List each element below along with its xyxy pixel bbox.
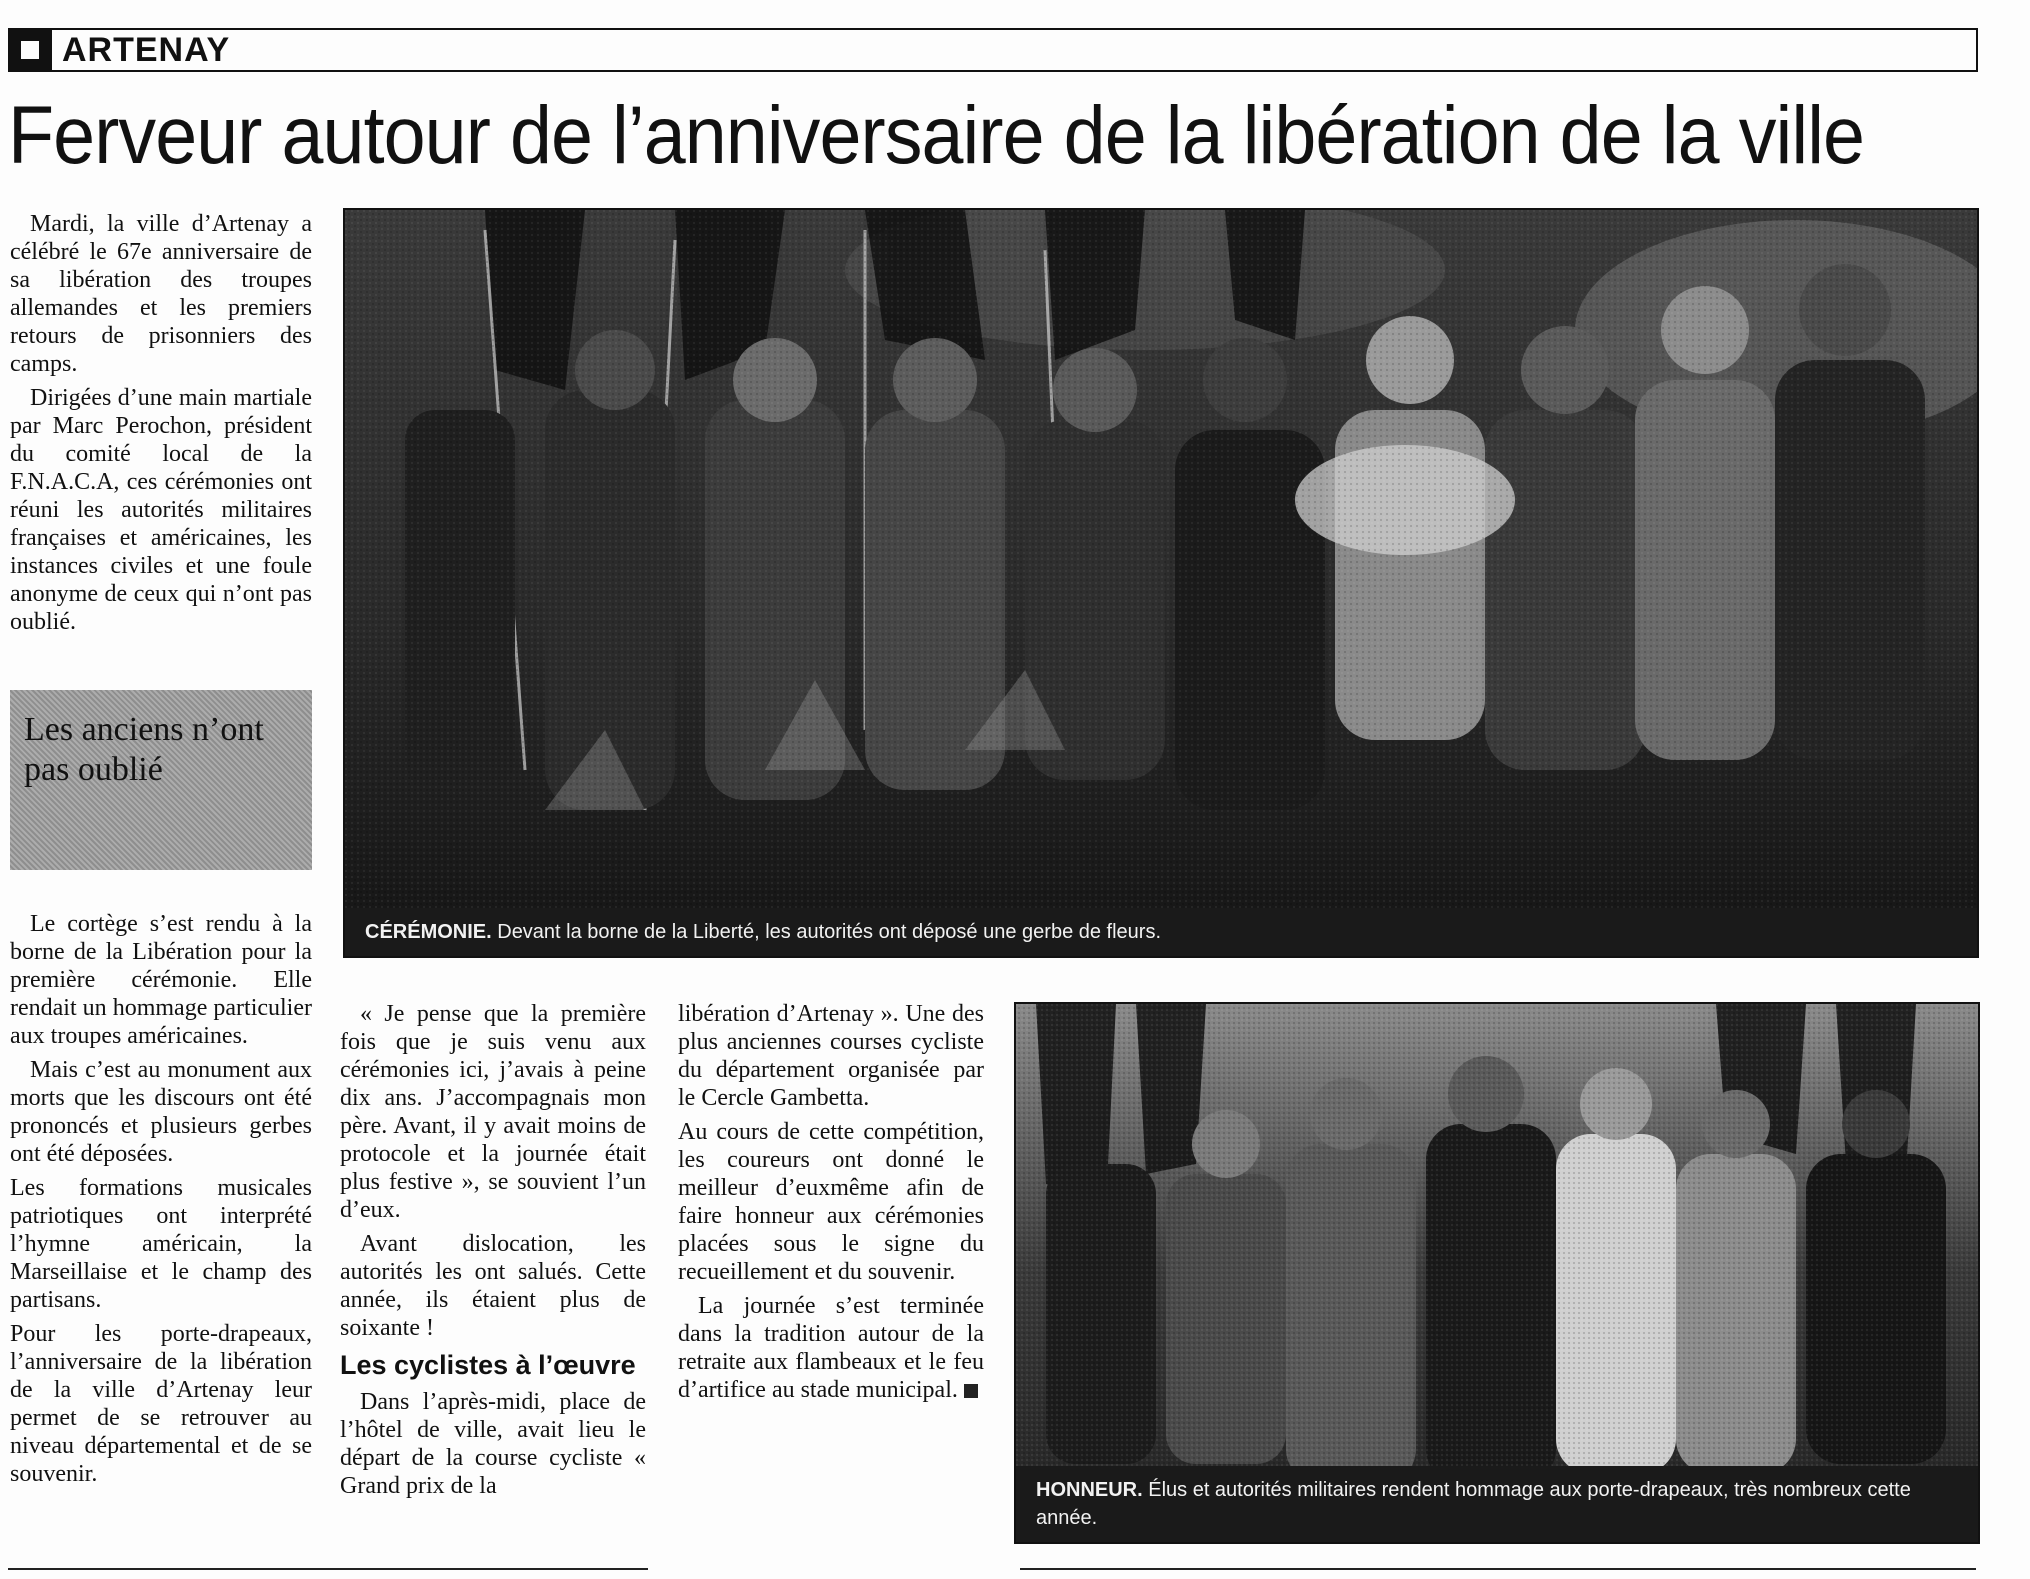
photo-ceremony-image: [345, 210, 1977, 956]
text-column-3: [678, 1000, 984, 1410]
caption-text: Devant la borne de la Liberté, les autorités ont déposé une gerbe de fleurs.: [491, 921, 1162, 943]
headline: Ferveur autour de l’anniversaire de la libération de la ville: [8, 90, 1865, 181]
caption-text: Élus et autorités militaires rendent hommage aux porte-drapeaux, très nombreux cette année.: [1036, 1479, 1911, 1529]
photo-ceremony-caption: [345, 908, 1977, 956]
subhead: Les cyclistes à l’œuvre: [340, 1350, 636, 1380]
body-paragraph: Le cortège s’est rendu à la borne de la Libération pour la première cérémonie. Elle rendait un hommage particulier aux troupes américaines.: [10, 911, 312, 1049]
photo-ceremony: [343, 208, 1979, 958]
body-paragraph: Mais c’est au monument aux morts que les discours ont été prononcés et plusieurs gerbes ont été déposées.: [10, 1057, 312, 1167]
bottom-rule: [1020, 1568, 1976, 1570]
photo-honneur: [1014, 1002, 1980, 1544]
intro-paragraph: Mardi, la ville d’Artenay a célébré le 67e anniversaire de sa libération des troupes allemandes et les premiers retours de prisonniers des camps.: [10, 211, 312, 377]
body-paragraph-last: [678, 1292, 984, 1404]
section-label: ARTENAY: [62, 31, 231, 69]
highlight-quote: Les anciens n’ont pas oublié: [24, 711, 264, 788]
body-paragraph: Au cours de cette compétition, les coureurs ont donné le meilleur d’euxmême afin de faire honneur aux cérémonies placées sous le signe du recueillement et du souvenir.: [678, 1119, 984, 1285]
body-paragraph: Dans l’après-midi, place de l’hôtel de ville, avait lieu le départ de la course cycliste « Grand prix de la: [340, 1389, 646, 1499]
body-paragraph: libération d’Artenay ». Une des plus anciennes courses cycliste du département organisée par le Cercle Gambetta.: [678, 1001, 984, 1111]
text-column-1: [10, 910, 312, 1494]
section-rule: [8, 28, 1978, 72]
body-paragraph-text: La journée s’est terminée dans la tradition autour de la retraite aux flambeaux et le feu d’artifice au stade municipal.: [678, 1293, 984, 1403]
end-mark-icon: [964, 1384, 978, 1398]
photo-honneur-caption: [1016, 1466, 1978, 1542]
intro-column: [10, 210, 312, 642]
bottom-rule: [8, 1568, 648, 1570]
body-paragraph: Pour les porte-drapeaux, l’anniversaire de la libération de la ville d’Artenay leur permet de se retrouver au niveau départemental et de se souvenir.: [10, 1321, 312, 1487]
body-paragraph: Les formations musicales patriotiques ont interprété l’hymne américain, la Marseillaise et le champ des partisans.: [10, 1175, 312, 1313]
text-column-2: [340, 1000, 646, 1506]
photo-honneur-image: [1016, 1004, 1978, 1542]
section-square-icon: [8, 28, 52, 72]
caption-label: CÉRÉMONIE.: [365, 921, 492, 943]
body-paragraph: Avant dislocation, les autorités les ont salués. Cette année, ils étaient plus de soixante !: [340, 1231, 646, 1341]
intro-paragraph: Dirigées d’une main martiale par Marc Perochon, président du comité local de la F.N.A.C.A, ces cérémonies ont réuni les autorités militaires françaises et américaines, les instances civiles et une foule anonyme de ceux qui n’ont pas oublié.: [10, 385, 312, 635]
body-paragraph: « Je pense que la première fois que je suis venu aux cérémonies ici, j’avais à peine dix ans. J’accompagnais mon père. Avant, il y avait moins de protocole et la journée était plus festive », se souvient l’un d’eux.: [340, 1001, 646, 1223]
caption-label: HONNEUR.: [1036, 1479, 1143, 1501]
